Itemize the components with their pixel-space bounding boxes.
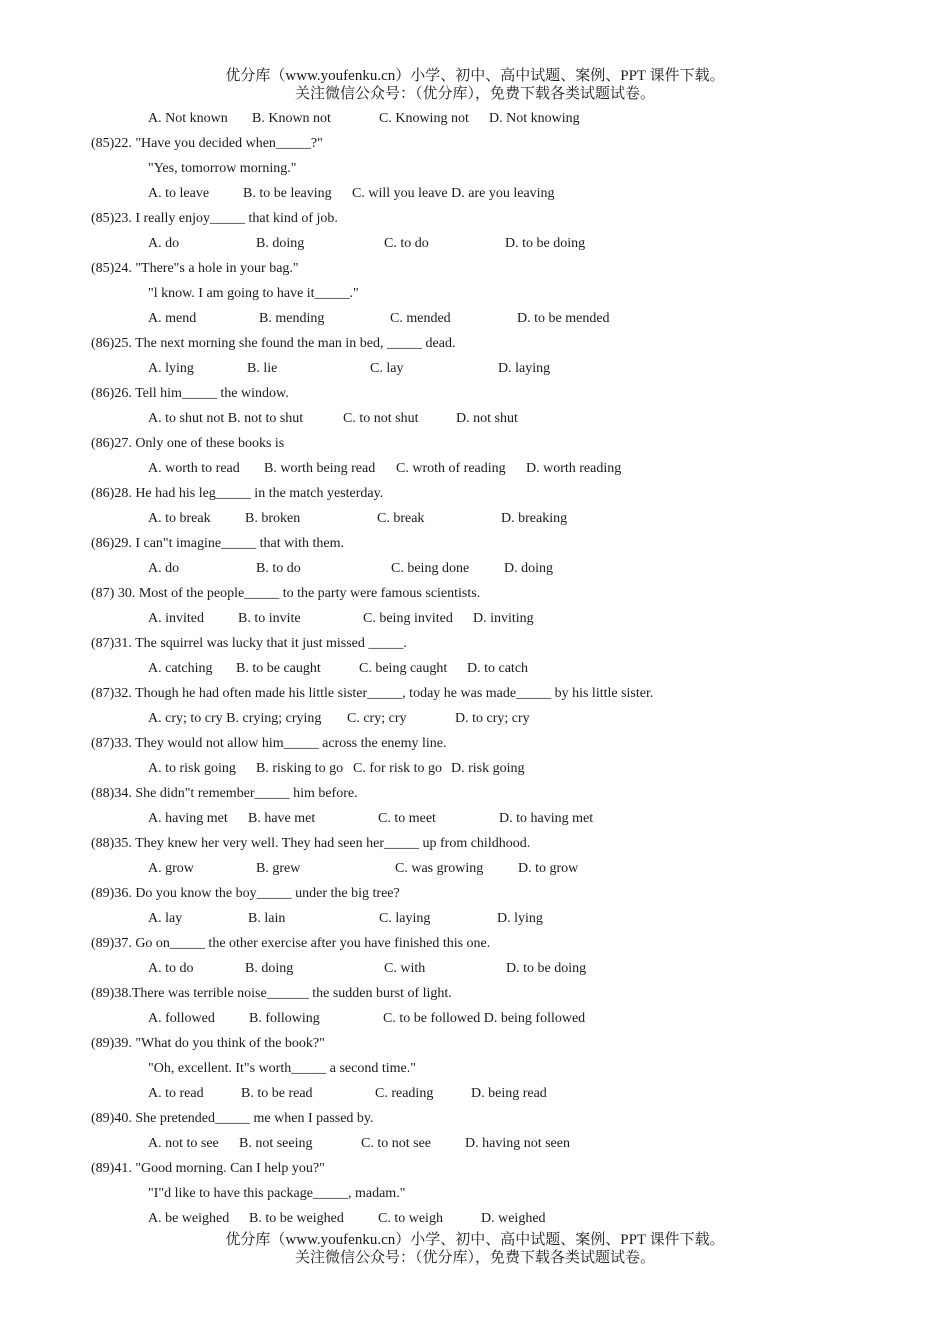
answer-option: C. to meet <box>378 811 436 826</box>
question-stem: (89)39. "What do you think of the book?" <box>91 1036 325 1051</box>
answer-option: A. to do <box>148 961 194 976</box>
header-line-2: 关注微信公众号：（优分库），免费下载各类试题试卷。 <box>294 86 655 102</box>
answer-option: B. lie <box>247 361 278 376</box>
question-stem: (87) 30. Most of the people_____ to the party were famous scientists. <box>91 586 481 601</box>
answer-option: A. lying <box>148 361 194 376</box>
question-stem: (88)34. She didn"t remember_____ him before. <box>91 786 358 801</box>
answer-option: B. Known not <box>252 111 331 126</box>
answer-option: B. not seeing <box>239 1136 313 1151</box>
answer-options <box>0 409 950 434</box>
question-stem: (87)33. They would not allow him_____ across the enemy line. <box>91 736 447 751</box>
answer-option: B. broken <box>245 511 301 526</box>
answer-options <box>0 909 950 934</box>
answer-option: D. worth reading <box>526 461 622 476</box>
question-stem: (86)26. Tell him_____ the window. <box>91 386 289 401</box>
answer-option: C. wroth of reading <box>396 461 506 476</box>
answer-options <box>0 1134 950 1159</box>
answer-option: D. weighed <box>481 1211 546 1226</box>
answer-option: C. to not see <box>361 1136 431 1151</box>
answer-option: C. to weigh <box>378 1211 443 1226</box>
answer-option: C. lay <box>370 361 404 376</box>
answer-option: B. lain <box>248 911 286 926</box>
answer-option: D. not shut <box>456 411 518 426</box>
answer-options <box>0 709 950 734</box>
answer-option: A. to break <box>148 511 211 526</box>
question-stem: (85)22. "Have you decided when_____?" <box>91 136 323 151</box>
answer-option: C. with <box>384 961 426 976</box>
answer-option: A. having met <box>148 811 228 826</box>
footer-line-2: 关注微信公众号：（优分库），免费下载各类试题试卷。 <box>294 1250 655 1266</box>
question-stem: (88)35. They knew her very well. They had seen her_____ up from childhood. <box>91 836 531 851</box>
answer-option: D. to be mended <box>517 311 610 326</box>
answer-option: D. to be doing <box>506 961 587 976</box>
dialogue-line: "Oh, excellent. It"s worth_____ a second time." <box>148 1061 416 1076</box>
answer-options <box>0 234 950 259</box>
question-stem: (86)29. I can"t imagine_____ that with them. <box>91 536 344 551</box>
question-stem: (89)36. Do you know the boy_____ under the big tree? <box>91 886 400 901</box>
answer-option: B. doing <box>245 961 294 976</box>
answer-option: A. not to see <box>148 1136 219 1151</box>
answer-option: B. to be caught <box>236 661 321 676</box>
answer-option: B. have met <box>248 811 316 826</box>
answer-option: A. to read <box>148 1086 204 1101</box>
question-stem: (86)27. Only one of these books is <box>91 436 285 451</box>
question-stem: (86)25. The next morning she found the man in bed, _____ dead. <box>91 336 456 351</box>
answer-option: D. to cry; cry <box>455 711 530 726</box>
question-stem: (86)28. He had his leg_____ in the match yesterday. <box>91 486 384 501</box>
answer-option: C. being invited <box>363 611 453 626</box>
answer-option: A. mend <box>148 311 197 326</box>
answer-options <box>0 1084 950 1109</box>
answer-option: B. grew <box>256 861 301 876</box>
question-stem: (87)31. The squirrel was lucky that it just missed _____. <box>91 636 407 651</box>
answer-option: C. reading <box>375 1086 434 1101</box>
answer-option: A. to shut not B. not to shut <box>148 411 304 426</box>
answer-option: B. to do <box>256 561 301 576</box>
answer-option: C. to not shut <box>343 411 419 426</box>
answer-option: C. will you leave D. are you leaving <box>352 186 555 201</box>
question-list <box>0 109 950 1234</box>
answer-option: A. to leave <box>148 186 210 201</box>
answer-options <box>0 759 950 784</box>
answer-options <box>0 609 950 634</box>
answer-options <box>0 859 950 884</box>
answer-option: B. to be read <box>241 1086 313 1101</box>
answer-option: D. to having met <box>499 811 594 826</box>
answer-options <box>0 809 950 834</box>
question-stem: (89)38.There was terrible noise______ the sudden burst of light. <box>91 986 452 1001</box>
answer-options <box>0 109 950 134</box>
dialogue-line: "l know. I am going to have it_____." <box>148 286 359 301</box>
answer-option: B. worth being read <box>264 461 376 476</box>
answer-option: C. Knowing not <box>379 111 469 126</box>
answer-option: B. doing <box>256 236 305 251</box>
question-stem: (87)32. Though he had often made his little sister_____, today he was made_____ by his little sister. <box>91 686 654 701</box>
question-stem: (85)23. I really enjoy_____ that kind of job. <box>91 211 338 226</box>
answer-option: D. risk going <box>451 761 525 776</box>
answer-option: B. to be leaving <box>243 186 332 201</box>
answer-options <box>0 509 950 534</box>
answer-option: D. breaking <box>501 511 568 526</box>
answer-options <box>0 459 950 484</box>
answer-option: B. mending <box>259 311 325 326</box>
answer-option: A. followed <box>148 1011 215 1026</box>
answer-option: D. to be doing <box>505 236 586 251</box>
answer-option: A. catching <box>148 661 213 676</box>
page-header <box>0 67 950 103</box>
answer-options <box>0 184 950 209</box>
header-line-1: 优分库（www.youfenku.cn）小学、初中、高中试题、案例、PPT 课件下载。 <box>225 68 725 84</box>
dialogue-line: "I"d like to have this package_____, madam." <box>148 1186 406 1201</box>
question-stem: (89)41. "Good morning. Can I help you?" <box>91 1161 325 1176</box>
answer-option: B. to be weighed <box>249 1211 344 1226</box>
answer-option: A. invited <box>148 611 204 626</box>
answer-option: A. be weighed <box>148 1211 230 1226</box>
answer-option: D. laying <box>498 361 551 376</box>
answer-options <box>0 1009 950 1034</box>
answer-options <box>0 559 950 584</box>
answer-option: C. being done <box>391 561 470 576</box>
question-stem: (85)24. "There"s a hole in your bag." <box>91 261 299 276</box>
answer-option: D. lying <box>497 911 543 926</box>
answer-option: A. to risk going <box>148 761 236 776</box>
page-footer <box>0 1231 950 1267</box>
answer-option: A. do <box>148 561 180 576</box>
answer-option: C. cry; cry <box>347 711 407 726</box>
answer-option: C. being caught <box>359 661 448 676</box>
answer-option: B. risking to go <box>256 761 344 776</box>
answer-option: C. break <box>377 511 425 526</box>
answer-option: A. Not known <box>148 111 228 126</box>
answer-option: D. to grow <box>518 861 579 876</box>
answer-option: A. worth to read <box>148 461 240 476</box>
answer-options <box>0 659 950 684</box>
answer-option: C. was growing <box>395 861 484 876</box>
answer-option: A. grow <box>148 861 194 876</box>
answer-option: A. cry; to cry B. crying; crying <box>148 711 322 726</box>
answer-option: A. lay <box>148 911 183 926</box>
answer-option: D. doing <box>504 561 553 576</box>
answer-option: B. following <box>249 1011 320 1026</box>
question-stem: (89)37. Go on_____ the other exercise after you have finished this one. <box>91 936 491 951</box>
answer-option: D. being read <box>471 1086 547 1101</box>
answer-option: C. for risk to go <box>353 761 443 776</box>
answer-option: C. to be followed D. being followed <box>383 1011 586 1026</box>
answer-option: C. mended <box>390 311 451 326</box>
dialogue-line: "Yes, tomorrow morning." <box>148 161 297 176</box>
answer-options <box>0 309 950 334</box>
answer-option: B. to invite <box>238 611 301 626</box>
answer-option: D. to catch <box>467 661 529 676</box>
question-stem: (89)40. She pretended_____ me when I passed by. <box>91 1111 374 1126</box>
footer-line-1: 优分库（www.youfenku.cn）小学、初中、高中试题、案例、PPT 课件下载。 <box>225 1232 725 1248</box>
answer-option: C. laying <box>379 911 431 926</box>
answer-option: D. inviting <box>473 611 534 626</box>
answer-option: A. do <box>148 236 180 251</box>
answer-options <box>0 959 950 984</box>
answer-option: D. Not knowing <box>489 111 580 126</box>
answer-options <box>0 359 950 384</box>
answer-option: D. having not seen <box>465 1136 570 1151</box>
answer-option: C. to do <box>384 236 429 251</box>
